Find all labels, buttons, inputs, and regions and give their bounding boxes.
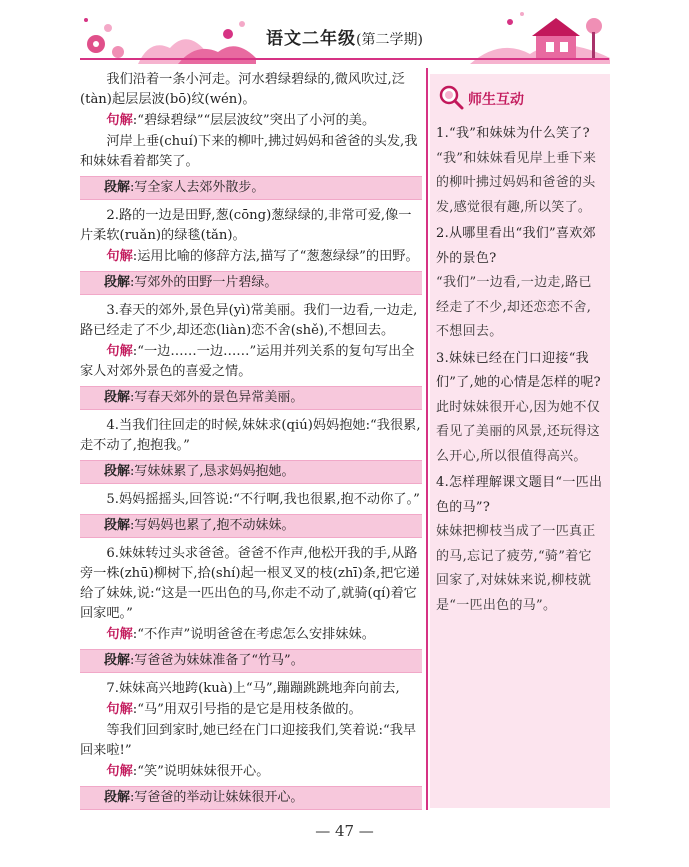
paragraph-summary [80,649,422,673]
qa-list [430,118,610,618]
answer: “我”和妹妹看见岸上垂下来的柳叶拂过妈妈和爸爸的头发,感觉很有趣,所以笑了。 [436,150,597,215]
sentence-note-text: :运用比喻的修辞方法,描写了“葱葱绿绿”的田野。 [132,249,419,264]
text-column [80,70,422,816]
text-paragraph: 等我们回到家时,她已经在门口迎接我们,笑着说:“我早回来啦!” [80,723,417,758]
sentence-note-text: :“马”用双引号指的是它是用枝条做的。 [132,702,362,717]
sentence-note [80,762,422,782]
paragraph-summary-text: :写春天郊外的景色异常美丽。 [130,390,304,405]
sentence-note-text: :“不作声”说明爸爸在考虑怎么安排妹妹。 [132,627,375,642]
paragraph-summary-text: :写妈妈也累了,抱不动妹妹。 [130,518,295,533]
sentence-note-text: :“碧绿碧绿”“层层波纹”突出了小河的美。 [132,113,376,128]
paragraph-summary [80,514,422,538]
paragraph-summary-label: 段解 [104,653,131,668]
answer: 此时妹妹很开心,因为她不仅看见了美丽的风景,还玩得这么开心,所以很值得高兴。 [436,399,601,464]
paragraph-summary-label: 段解 [104,390,131,405]
page-number: — 47 — [315,822,374,840]
text-paragraph: 2.路的一边是田野,葱(cōng)葱绿绿的,非常可爱,像一片柔软(ruǎn)的绿毯(tǎn)。 [80,208,412,243]
text-paragraph: 7.妹妹高兴地跨(kuà)上“马”,蹦蹦跳跳地奔向前去, [106,681,400,696]
page-header [0,0,689,66]
text-paragraph: 6.妹妹转过头求爸爸。爸爸不作声,他松开我的手,从路旁一株(zhū)柳树下,拾(shí)起一根叉叉的枝(zhī)条,把它递给了妹妹,说:“这是一匹出色的马,你走不动了,就骑(qí)着它回家吧。” [80,546,420,621]
paragraph-summary-text: :写爸爸为妹妹准备了“竹马”。 [130,653,304,668]
column-divider [426,68,428,810]
magnifier-icon [438,84,464,110]
sentence-note [80,247,422,267]
sentence-note [80,111,422,131]
sentence-note [80,625,422,645]
paragraph-summary-text: :写妹妹累了,恳求妈妈抱她。 [130,464,295,479]
paragraph-summary [80,786,422,810]
sentence-note-label: 句解 [106,113,133,128]
answer: “我们”一边看,一边走,路已经走了不少,却还恋恋不舍,不想回去。 [436,275,592,339]
paragraph-summary-label: 段解 [104,790,131,805]
question: 3.妹妹已经在门口迎接“我们”了,她的心情是怎样的呢? [436,350,601,390]
text-paragraph: 5.妈妈摇摇头,回答说:“不行啊,我也很累,抱不动你了。” [106,492,420,507]
sentence-note-text: :“笑”说明妹妹很开心。 [132,764,270,779]
sentence-note-label: 句解 [106,249,133,264]
question: 4.怎样理解课文题目“一匹出色的马”? [436,475,603,515]
interaction-title: 师生互动 [468,92,524,108]
header-title: 语文二年级(第二学期) [266,29,423,49]
paragraph-summary-text: :写全家人去郊外散步。 [130,180,265,195]
sentence-note [80,342,422,382]
sentence-note-label: 句解 [106,627,133,642]
paragraph-summary-label: 段解 [104,518,131,533]
paragraph-summary [80,386,422,410]
paragraph-summary-text: :写郊外的田野一片碧绿。 [130,275,278,290]
answer: 妹妹把柳枝当成了一匹真正的马,忘记了疲劳,“骑”着它回家了,对妹妹来说,柳枝就是“一匹出色的马”。 [436,524,596,613]
paragraph-summary-label: 段解 [104,464,131,479]
interaction-header [430,74,610,118]
paragraph-summary [80,460,422,484]
house-decoration-right [470,8,610,64]
sentence-note-label: 句解 [106,702,133,717]
paragraph-summary-label: 段解 [104,275,131,290]
text-paragraph: 我们沿着一条小河走。河水碧绿碧绿的,微风吹过,泛(tàn)起层层波(bō)纹(wén)。 [80,72,405,107]
interaction-panel [430,74,610,808]
text-paragraph: 河岸上垂(chuí)下来的柳叶,拂过妈妈和爸爸的头发,我和妹妹看着都笑了。 [80,134,418,169]
text-paragraph: 4.当我们往回走的时候,妹妹求(qiú)妈妈抱她:“我很累,走不动了,抱抱我。” [80,418,421,453]
header-rule [80,58,609,60]
paragraph-summary-text: :写爸爸的举动让妹妹很开心。 [130,790,304,805]
question: 1.“我”和妹妹为什么笑了? [436,126,590,141]
sentence-note-text: :“一边……一边……”运用并列关系的复句写出全家人对郊外景色的喜爱之情。 [80,344,415,379]
question: 2.从哪里看出“我们”喜欢郊外的景色? [436,226,596,266]
paragraph-summary [80,176,422,200]
sentence-note [80,700,422,720]
sentence-note-label: 句解 [106,764,133,779]
text-paragraph: 3.春天的郊外,景色异(yì)常美丽。我们一边看,一边走,路已经走了不少,却还恋(liàn)恋不舍(shě),不想回去。 [80,303,418,338]
sentence-note-label: 句解 [106,344,133,359]
paragraph-summary [80,271,422,295]
paragraph-summary-label: 段解 [104,180,131,195]
